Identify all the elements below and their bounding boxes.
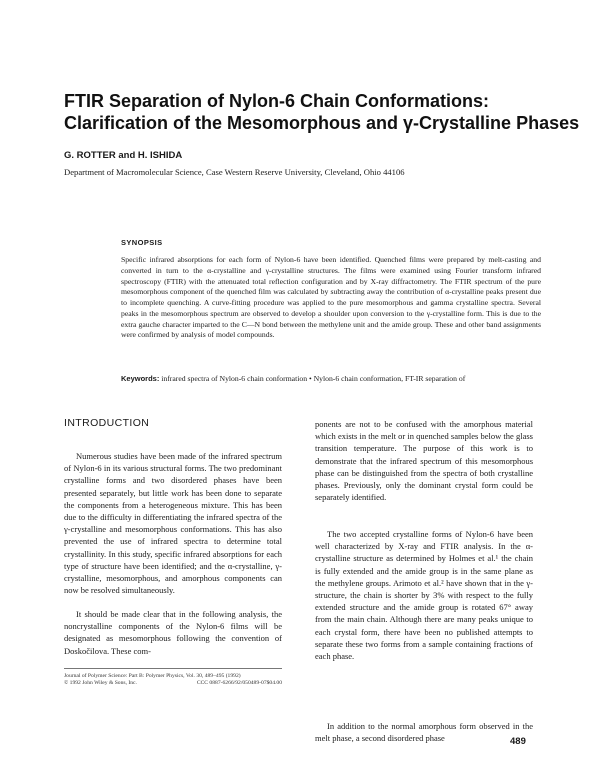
footnote-copyright: © 1992 John Wiley & Sons, Inc.: [64, 680, 137, 687]
intro-right-paragraph-1: ponents are not to be confused with the amorphous material which exists in the melt or in quenched samples below the glass transition temperature. The purpose of this work is to demonstrate that the infrared spectrum of this mesomorphous phase can be distinguished from the spectra of both crystalline phases. Previously, only the dominant crystal form could be separately identified.: [315, 419, 533, 503]
page-number: 489: [510, 736, 526, 747]
article-title: [64, 90, 580, 134]
intro-left-paragraph-2: It should be made clear that in the following analysis, the noncrystalline components of the Nylon-6 films will be designated as mesomorphous following the convention of Doskočilova. These com-: [64, 609, 282, 656]
affiliation: Department of Macromolecular Science, Case Western Reserve University, Cleveland, Ohio 44106: [64, 167, 405, 177]
title-line-1: FTIR Separation of Nylon-6 Chain Conformations:: [64, 91, 490, 111]
keywords-text: infrared spectra of Nylon-6 chain conformation • Nylon-6 chain conformation, FT-IR separation of: [161, 374, 466, 383]
synopsis-text: Specific infrared absorptions for each form of Nylon-6 have been identified. Quenched films were prepared by melt-casting and converted in turn to the α-crystalline and γ-crystalline structures. The films were examined using Fourier transform infrared spectroscopy (FTIR) with the attenuated total reflection configuration and by X-ray diffractometry. The FTIR spectrum of the pure mesomorphous component of the quenched film was calculated by subtracting away the contribution of α-crystalline peaks present due to incomplete quenching. A curve-fitting procedure was applied to the pure mesomorphous and gamma crystalline spectra. Several peaks in the mesomorphous spectrum are observed to develop a shoulder upon conversion to the γ-crystalline form. This is due to the extra gauche character imparted to the C—N bond between the methylene unit and the amide group. These and other band assignments were confirmed by analysis of model compounds.: [121, 255, 541, 340]
footnote-rule: [64, 668, 282, 669]
intro-right-paragraph-3: In addition to the normal amorphous form observed in the melt phase, a second disordered phase: [315, 721, 533, 744]
intro-right-paragraph-2: The two accepted crystalline forms of Nylon-6 have been well characterized by X-ray and FTIR analysis. In the α-crystalline structure as determined by Holmes et al.¹ the chain is fully extended and the amide group is in the same plane as the methylene groups. Arimoto et al.² have shown that in the γ-structure, the chain is shorter by 3% with respect to the fully extended structure and the amide group is rotated 67° away from the main chain. Although there are many peaks unique to each crystal form, there have been no published attempts to separate these two forms from a sample containing fractions of each phase.: [315, 529, 533, 662]
footnote: [64, 673, 282, 687]
footnote-journal: Journal of Polymer Science: Part B: Polymer Physics, Vol. 30, 489–495 (1992): [64, 673, 241, 679]
footnote-ccc: CCC 0887-6266/92/050489-07$04.00: [196, 680, 282, 687]
title-line-2: Clarification of the Mesomorphous and γ-Crystalline Phases: [64, 113, 580, 133]
footnote-row: [64, 680, 282, 687]
authors: G. ROTTER and H. ISHIDA: [64, 150, 183, 161]
keywords: [121, 373, 541, 384]
introduction-heading: INTRODUCTION: [64, 417, 150, 429]
synopsis-heading: SYNOPSIS: [121, 238, 163, 247]
intro-left-paragraph-1: Numerous studies have been made of the infrared spectrum of Nylon-6 in its various structural forms. The two predominant crystalline forms and two disordered phases have been presented separately, but little work has been done to separate the components from a heterogeneous mixture. This has been due to the difficulty in differentiating the infrared spectra of the γ-crystalline and mesomorphous conformations. This has also prevented the use of infrared spectra to determine total crystallinity. In this study, specific infrared absorptions for each type of structure have been identified; and the α-crystalline, γ-crystalline, mesomorphous, and amorphous components can now be resolved simultaneously.: [64, 451, 282, 596]
keywords-label: Keywords:: [121, 374, 160, 383]
